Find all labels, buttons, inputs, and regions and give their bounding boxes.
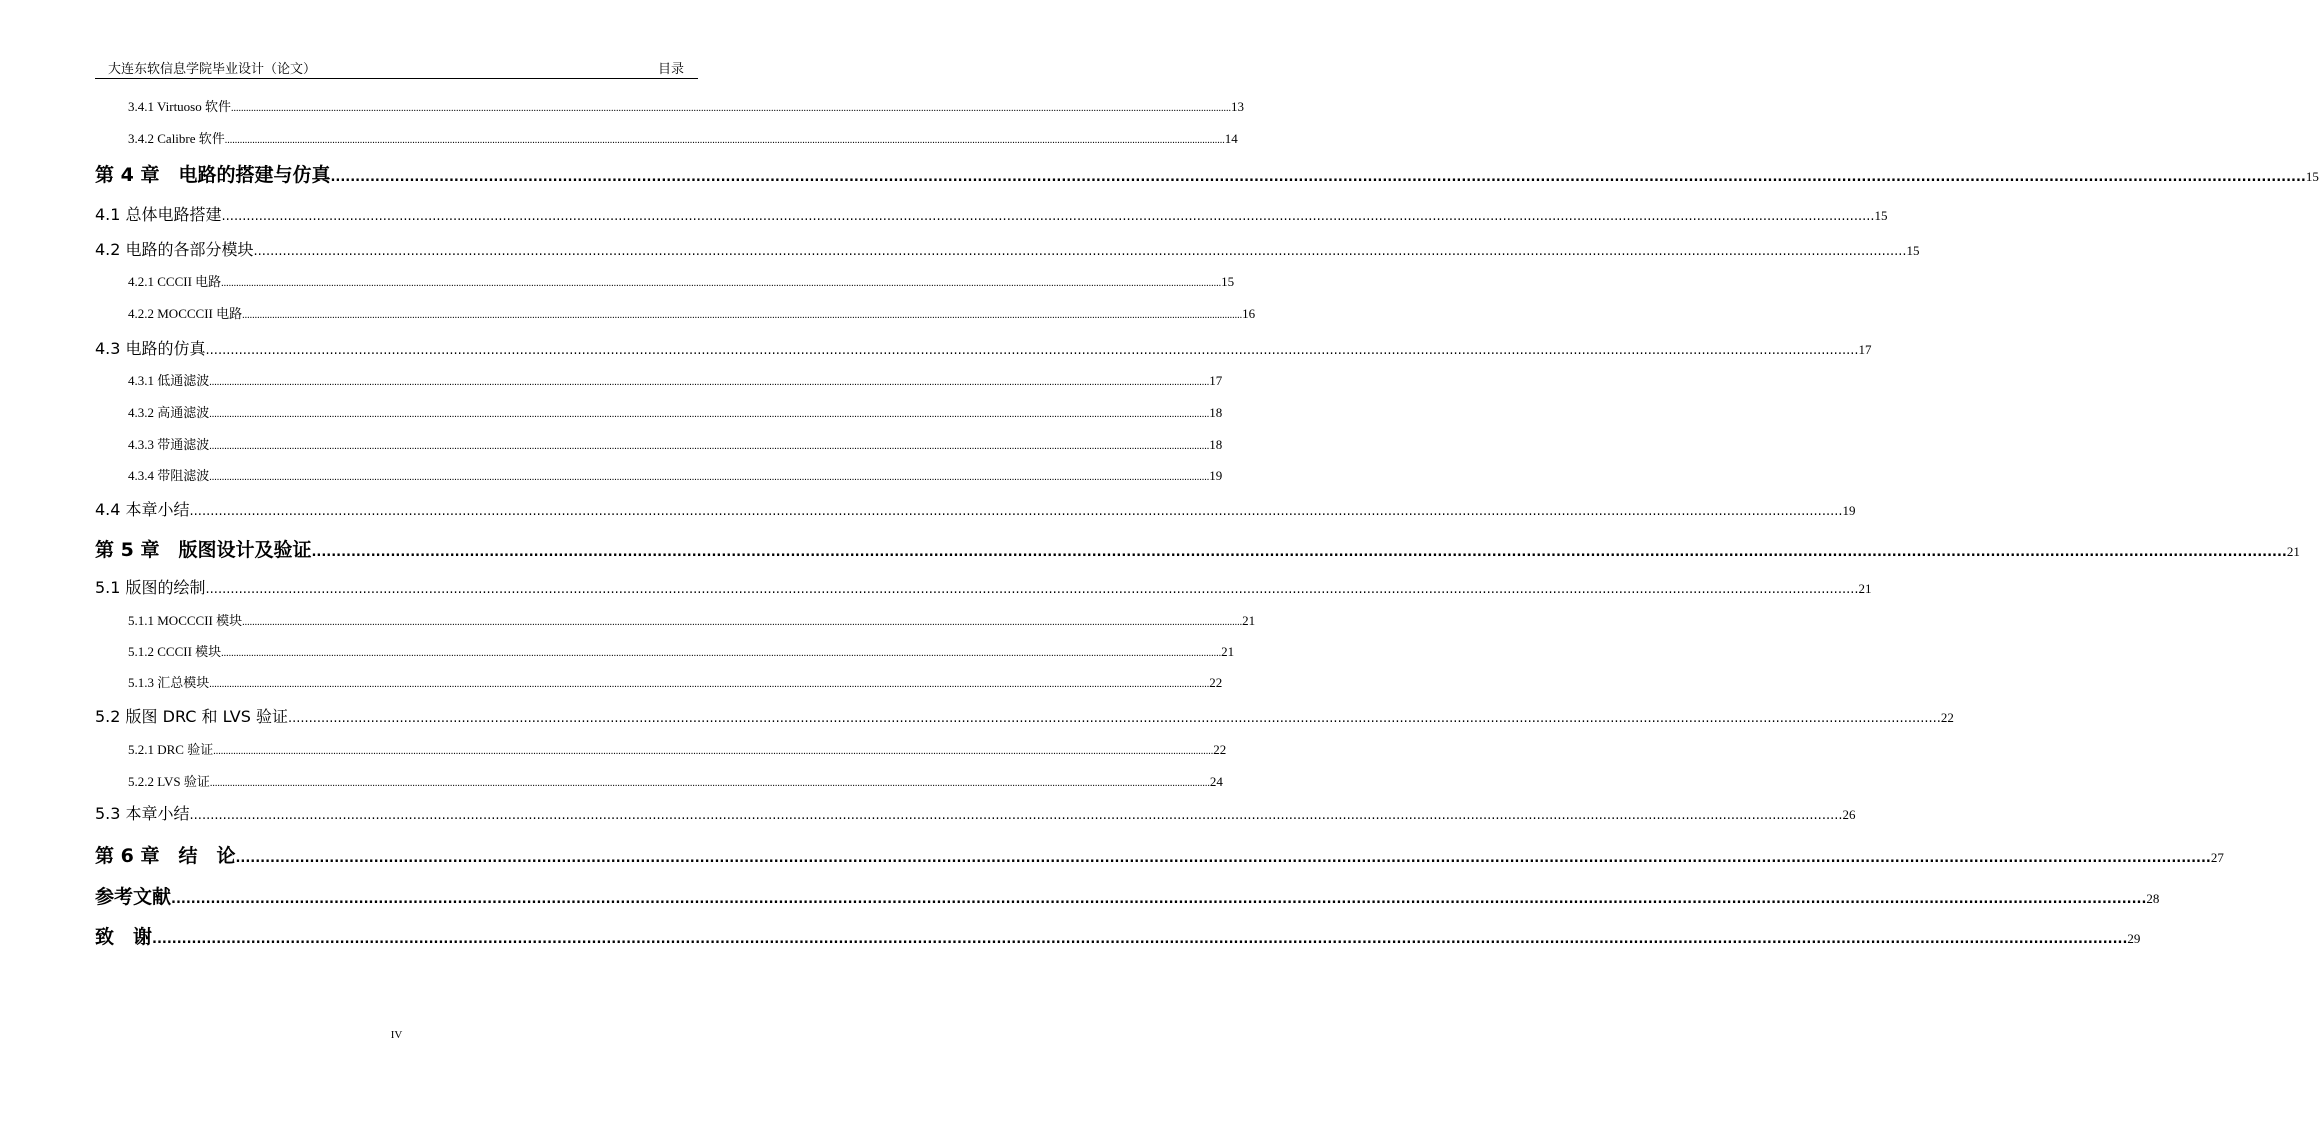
toc-leader-dots: ................................................................................................................................................................................................................................................................................................................................................................................................................ xyxy=(221,648,1222,659)
toc-entry-page: 19 xyxy=(1842,503,1856,518)
toc-entry[interactable] xyxy=(128,434,1223,453)
toc-entry-page: 24 xyxy=(1209,774,1223,789)
toc-entry-label: 第 4 章 电路的搭建与仿真 xyxy=(95,164,331,186)
toc-entry-label: 4.3.1 低通滤波 xyxy=(128,373,210,388)
toc-leader-dots: ................................................................................................................................................................................................................................................................................................................................................................................................................ xyxy=(330,170,2306,185)
toc-leader-dots: ................................................................................................................................................................................................................................................................................................................................................................................................................ xyxy=(242,617,1243,628)
toc-entry[interactable] xyxy=(128,370,1223,389)
toc-entry[interactable] xyxy=(128,96,1244,115)
toc-entry-page: 21 xyxy=(1858,581,1872,596)
toc-leader-dots: ................................................................................................................................................................................................................................................................................................................................................................................................................ xyxy=(205,582,1859,597)
toc-entry-label: 第 6 章 结 论 xyxy=(95,845,236,867)
toc-entry-label: 4.2.2 MOCCCII 电路 xyxy=(128,306,243,321)
toc-entry-label: 5.1 版图的绘制 xyxy=(95,578,206,597)
header-section: 目录 xyxy=(657,61,684,76)
toc-entry[interactable] xyxy=(128,641,1235,660)
toc-entry[interactable] xyxy=(95,841,2224,868)
toc-leader-dots: ................................................................................................................................................................................................................................................................................................................................................................................................................ xyxy=(242,310,1243,321)
toc-leader-dots: ................................................................................................................................................................................................................................................................................................................................................................................................................ xyxy=(209,472,1210,483)
header-title: 大连东软信息学院毕业设计（论文） xyxy=(108,61,317,76)
toc-entry-label: 4.1 总体电路搭建 xyxy=(95,205,222,224)
toc-entry-label: 4.4 本章小结 xyxy=(95,500,190,519)
toc-entry-page: 26 xyxy=(1842,807,1856,822)
toc-entry-label: 参考文献 xyxy=(95,886,172,908)
toc-entry[interactable] xyxy=(95,922,2141,949)
toc-entry[interactable] xyxy=(95,535,2300,562)
toc-entry[interactable] xyxy=(128,610,1256,629)
toc-entry-page: 29 xyxy=(2127,931,2141,946)
toc-entry-label: 5.2.2 LVS 验证 xyxy=(128,774,210,789)
toc-entry-page: 15 xyxy=(1906,243,1920,258)
toc-entry-page: 13 xyxy=(1231,99,1244,114)
toc-entry[interactable] xyxy=(95,497,1856,520)
toc-entry-label: 4.2.1 CCCII 电路 xyxy=(128,274,222,289)
toc-entry-label: 4.3.4 带阻滤波 xyxy=(128,468,210,483)
toc-entry-page: 17 xyxy=(1858,342,1872,357)
toc-entry[interactable] xyxy=(128,465,1223,484)
toc-leader-dots: ................................................................................................................................................................................................................................................................................................................................................................................................................ xyxy=(209,778,1210,789)
toc-leader-dots: ................................................................................................................................................................................................................................................................................................................................................................................................................ xyxy=(152,932,2128,947)
toc-entry[interactable] xyxy=(95,704,1954,727)
toc-entry[interactable] xyxy=(128,303,1256,322)
toc-leader-dots: ................................................................................................................................................................................................................................................................................................................................................................................................................ xyxy=(287,711,1941,726)
toc-leader-dots: ................................................................................................................................................................................................................................................................................................................................................................................................................ xyxy=(235,851,2211,866)
toc-entry[interactable] xyxy=(95,160,2319,187)
toc-entry-page: 21 xyxy=(1221,644,1235,659)
toc-entry-label: 3.4.2 Calibre 软件 xyxy=(128,131,225,146)
toc-entry[interactable] xyxy=(128,771,1223,790)
toc-entry-label: 致 谢 xyxy=(95,926,153,948)
toc-entry-page: 22 xyxy=(1213,742,1227,757)
toc-entry-label: 3.4.1 Virtuoso 软件 xyxy=(128,99,231,114)
toc-entry[interactable] xyxy=(128,271,1235,290)
toc-entry[interactable] xyxy=(128,672,1223,691)
toc-entry-label: 4.3 电路的仿真 xyxy=(95,339,206,358)
toc-entry-label: 5.1.3 汇总模块 xyxy=(128,675,210,690)
toc-entry-label: 4.2 电路的各部分模块 xyxy=(95,240,254,259)
toc-entry[interactable] xyxy=(128,402,1223,421)
toc-entry-page: 19 xyxy=(1209,468,1223,483)
toc-entry[interactable] xyxy=(95,801,1856,824)
toc-entry-page: 27 xyxy=(2210,850,2224,865)
toc-entry-label: 5.1.1 MOCCCII 模块 xyxy=(128,613,243,628)
toc-entry-label: 5.2 版图 DRC 和 LVS 验证 xyxy=(95,707,288,726)
toc-entry-page: 17 xyxy=(1209,373,1223,388)
toc-leader-dots: ................................................................................................................................................................................................................................................................................................................................................................................................................ xyxy=(311,545,2287,560)
toc-leader-dots: ................................................................................................................................................................................................................................................................................................................................................................................................................ xyxy=(189,504,1843,519)
toc-entry-label: 4.3.3 带通滤波 xyxy=(128,437,210,452)
toc-leader-dots: ................................................................................................................................................................................................................................................................................................................................................................................................................ xyxy=(189,808,1843,823)
toc-leader-dots: ................................................................................................................................................................................................................................................................................................................................................................................................................ xyxy=(209,409,1210,420)
toc-entry[interactable] xyxy=(128,128,1238,147)
toc-entry-page: 14 xyxy=(1224,131,1238,146)
toc-entry-page: 18 xyxy=(1209,437,1223,452)
toc-entry-page: 28 xyxy=(2146,891,2160,906)
toc-leader-dots: ................................................................................................................................................................................................................................................................................................................................................................................................................ xyxy=(209,679,1210,690)
toc-entry-page: 15 xyxy=(1874,208,1888,223)
toc-entry[interactable] xyxy=(95,882,2160,909)
toc-leader-dots: ................................................................................................................................................................................................................................................................................................................................................................................................................ xyxy=(231,103,1231,114)
toc-leader-dots: ................................................................................................................................................................................................................................................................................................................................................................................................................ xyxy=(224,135,1225,146)
toc-entry[interactable] xyxy=(95,575,1872,598)
toc-leader-dots: ................................................................................................................................................................................................................................................................................................................................................................................................................ xyxy=(213,746,1214,757)
toc-entry-page: 15 xyxy=(2305,169,2319,184)
page-header xyxy=(95,56,698,79)
toc-entry-page: 22 xyxy=(1209,675,1223,690)
toc-entry[interactable] xyxy=(128,739,1227,758)
toc-entry[interactable] xyxy=(95,202,1888,225)
toc-entry-label: 5.3 本章小结 xyxy=(95,804,190,823)
toc-leader-dots: ................................................................................................................................................................................................................................................................................................................................................................................................................ xyxy=(221,278,1222,289)
toc-entry-label: 5.2.1 DRC 验证 xyxy=(128,742,214,757)
toc-entry-page: 21 xyxy=(2286,544,2300,559)
toc-leader-dots: ................................................................................................................................................................................................................................................................................................................................................................................................................ xyxy=(205,343,1859,358)
toc-leader-dots: ................................................................................................................................................................................................................................................................................................................................................................................................................ xyxy=(171,892,2147,907)
toc-leader-dots: ................................................................................................................................................................................................................................................................................................................................................................................................................ xyxy=(221,209,1875,224)
toc-entry-label: 5.1.2 CCCII 模块 xyxy=(128,644,222,659)
toc-entry-page: 18 xyxy=(1209,405,1223,420)
toc-entry-page: 15 xyxy=(1221,274,1235,289)
toc-entry-page: 22 xyxy=(1940,710,1954,725)
toc-leader-dots: ................................................................................................................................................................................................................................................................................................................................................................................................................ xyxy=(209,441,1210,452)
toc-entry-label: 4.3.2 高通滤波 xyxy=(128,405,210,420)
toc-entry-label: 第 5 章 版图设计及验证 xyxy=(95,539,312,561)
toc-entry[interactable] xyxy=(95,237,1920,260)
toc-leader-dots: ................................................................................................................................................................................................................................................................................................................................................................................................................ xyxy=(253,244,1907,259)
toc-leader-dots: ................................................................................................................................................................................................................................................................................................................................................................................................................ xyxy=(209,377,1210,388)
page-number: IV xyxy=(390,1029,403,1041)
toc-entry-page: 16 xyxy=(1242,306,1256,321)
toc-entry[interactable] xyxy=(95,336,1872,359)
toc-entry-page: 21 xyxy=(1242,613,1256,628)
